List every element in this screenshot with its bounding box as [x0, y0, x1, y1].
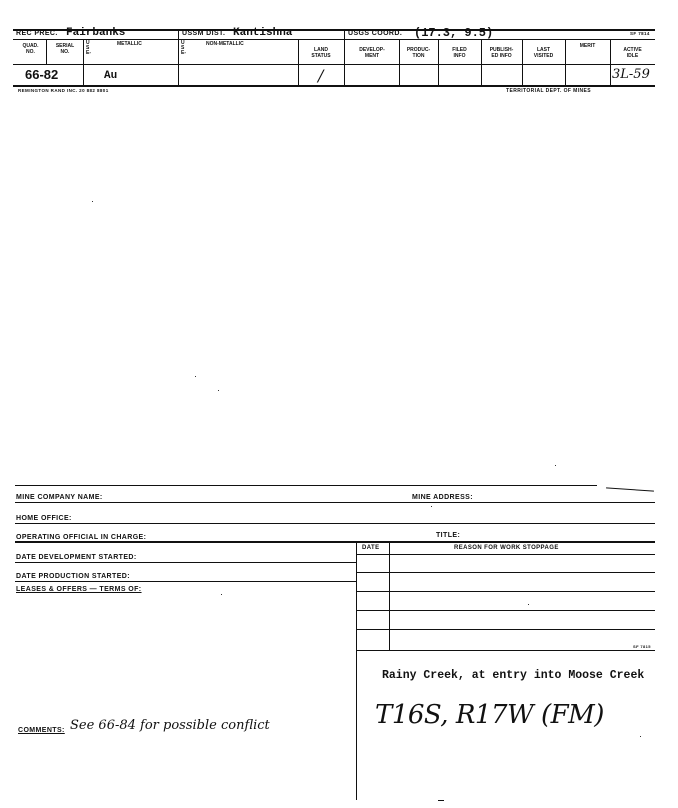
- stoppage-header-rule: [356, 554, 655, 555]
- stoppage-row-rule-4: [356, 629, 655, 630]
- date-development-rule: [15, 562, 356, 563]
- stoppage-date-header: DATE: [362, 545, 380, 551]
- top-footer-left: REMINGTON RAND INC. 20 882 8801: [18, 88, 109, 93]
- top-footer-right: TERRITORIAL DEPT. OF MINES: [506, 88, 591, 94]
- bottom-form-number: SF 7815: [633, 644, 651, 649]
- col-last-visited: LAST VISITED: [533, 47, 554, 59]
- scan-speck: [555, 465, 556, 466]
- divider-ussm: [178, 29, 179, 85]
- company-name-rule: [15, 502, 655, 503]
- col-quad-no: QUAD. NO.: [22, 43, 39, 55]
- divider-serial-metallic: [83, 39, 84, 85]
- usgs-coord-value: (17.3, 9.5): [414, 26, 494, 40]
- scan-speck: [431, 506, 432, 507]
- scan-speck: [195, 376, 196, 377]
- date-production-rule: [15, 581, 356, 582]
- usgs-coord-label: USGS COORD.: [348, 30, 403, 37]
- stoppage-left-border: [356, 541, 357, 650]
- divider-prod-filed: [438, 39, 439, 85]
- home-office-label: HOME OFFICE:: [16, 515, 72, 522]
- rec-prec-value: Fairbanks: [66, 27, 126, 39]
- scan-speck: [528, 604, 529, 605]
- divider-dev-prod: [399, 39, 400, 85]
- date-development-label: DATE DEVELOPMENT STARTED:: [16, 554, 137, 561]
- col-active-idle: ACTIVE IDLE: [623, 47, 642, 59]
- title-label: TITLE:: [436, 532, 461, 539]
- scan-speck: [640, 736, 641, 737]
- scan-speck: [92, 201, 93, 202]
- location-typed: Rainy Creek, at entry into Moose Creek: [382, 669, 645, 682]
- header-bottom-rule: [13, 39, 655, 40]
- divider-nonmetallic-land: [298, 39, 299, 85]
- official-rule: [15, 541, 655, 543]
- col-nonmetallic: NON-METALLIC: [206, 41, 244, 47]
- col-development: DEVELOP- MENT: [359, 47, 385, 59]
- stoppage-reason-header: REASON FOR WORK STOPPAGE: [454, 545, 559, 551]
- quad-serial-value: 66-82: [25, 67, 59, 82]
- home-office-rule: [15, 523, 655, 524]
- col-published-info: PUBLISH- ED INFO: [489, 47, 514, 59]
- land-status-value: /: [318, 66, 324, 85]
- col-land-status: LAND STATUS: [311, 47, 331, 59]
- leases-label: LEASES & OFFERS — TERMS OF:: [16, 586, 142, 593]
- ussm-dist-label: USSM DIST.: [182, 30, 226, 37]
- location-handwritten: T16S, R17W (FM): [375, 700, 604, 730]
- date-production-label: DATE PRODUCTION STARTED:: [16, 573, 130, 580]
- col-merit: MERIT: [579, 43, 596, 49]
- comments-divider: [356, 650, 357, 800]
- col-metallic: METALLIC: [117, 41, 142, 47]
- col-use-mark-metallic: U S E-: [86, 40, 91, 56]
- scan-mark: [438, 800, 444, 801]
- operating-official-label: OPERATING OFFICIAL IN CHARGE:: [16, 534, 147, 541]
- mine-company-name-label: MINE COMPANY NAME:: [16, 494, 103, 501]
- columns-bottom-rule: [13, 64, 655, 65]
- top-form-number: SF 7814: [630, 31, 650, 36]
- mine-address-label: MINE ADDRESS:: [412, 494, 473, 501]
- divider-merit-active: [610, 39, 611, 85]
- scan-speck: [218, 390, 219, 391]
- row-bottom-rule: [13, 85, 655, 87]
- col-use-mark-nonmetallic: U S E-: [181, 40, 186, 56]
- divider-published-visited: [522, 39, 523, 85]
- comments-value: See 66-84 for possible conflict: [70, 718, 270, 733]
- scan-speck: [221, 594, 222, 595]
- stoppage-row-rule-3: [356, 610, 655, 611]
- col-production: PRODUC- TION: [406, 47, 431, 59]
- stoppage-bottom-rule: [356, 650, 655, 651]
- stoppage-row-rule-1: [356, 572, 655, 573]
- rec-prec-label: REC PREC.: [16, 30, 58, 37]
- ussm-dist-value: Kantishna: [233, 27, 293, 39]
- col-filed-info: FILED INFO: [452, 47, 467, 59]
- active-idle-value: 3L-59: [612, 67, 650, 82]
- card-top-rule: [15, 485, 597, 486]
- col-serial-no: SERIAL NO.: [55, 43, 75, 55]
- divider-filed-published: [481, 39, 482, 85]
- card-top-rule-tail: [606, 487, 654, 491]
- stoppage-date-divider: [389, 541, 390, 650]
- metallic-value: Au: [104, 70, 118, 82]
- stoppage-row-rule-2: [356, 591, 655, 592]
- comments-label: COMMENTS:: [18, 727, 65, 734]
